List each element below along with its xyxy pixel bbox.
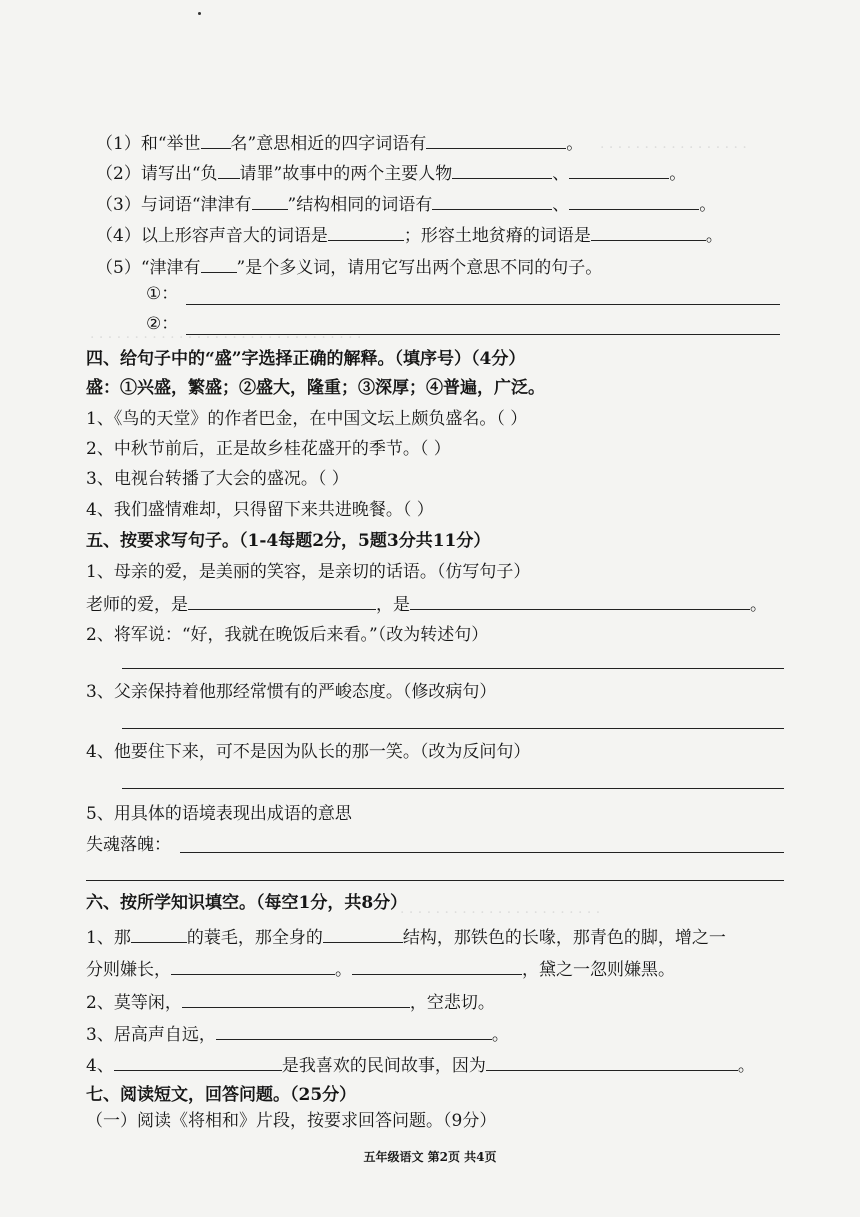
answer-blank[interactable]: [218, 162, 240, 179]
bleed-through-text: · · · · · · · · · · · · · · · · ·: [600, 140, 747, 156]
q-text: 、: [552, 164, 570, 184]
answer-blank[interactable]: [432, 193, 552, 210]
q-text: （5）“津津有: [96, 258, 201, 278]
q-text: 。: [750, 595, 767, 615]
section-6-line-2: [86, 958, 675, 981]
answer-line[interactable]: [180, 852, 784, 853]
answer-blank[interactable]: [323, 926, 403, 943]
question-3-5: [96, 256, 602, 279]
q-text: ”是个多义词，请用它写出两个意思不同的句子。: [236, 258, 603, 278]
answer-blank[interactable]: [201, 132, 231, 149]
q-text: 是我喜欢的民间故事，因为: [281, 1056, 486, 1076]
q-text: 2、莫等闲，: [86, 993, 182, 1013]
section-6-line-5: [86, 1054, 755, 1077]
q-text: 。: [705, 226, 723, 246]
section-4-title: 四、给句子中的“盛”字选择正确的解释。（填序号）（4分）: [86, 349, 526, 369]
answer-blank[interactable]: [201, 256, 237, 273]
section-5-q3: 3、父亲保持着他那经常惯有的严峻态度。（修改病句）: [86, 682, 497, 702]
section-6-line-3: [86, 991, 495, 1014]
section-7-title: 七、阅读短文，回答问题。（25分）: [86, 1085, 357, 1105]
bleed-through-text: · · · · · · · · · · · · · · · · · · · · · · · · · · · · · · ·: [90, 330, 362, 346]
answer-line[interactable]: [186, 334, 780, 335]
q-text: （2）请写出“负: [96, 164, 218, 184]
q-text: ；形容土地贫瘠的词语是: [403, 226, 591, 246]
answer-blank[interactable]: [182, 991, 410, 1008]
q-text: ”结构相同的词语有: [287, 195, 433, 215]
answer-blank[interactable]: [569, 162, 669, 179]
q-text: 请罪”故事中的两个主要人物: [239, 164, 453, 184]
section-5-q2: 2、将军说：“好，我就在晚饭后来看。”（改为转述句）: [86, 625, 489, 645]
q-text: ，空悲切。: [409, 993, 495, 1013]
answer-line[interactable]: [86, 880, 784, 881]
q-text: （1）和“举世: [96, 134, 201, 154]
q-text: 的蓑毛，那全身的: [186, 928, 323, 948]
section-6-line-1: [86, 926, 726, 949]
q-text: 。: [491, 1025, 509, 1045]
answer-blank[interactable]: [328, 224, 404, 241]
q-text: 老师的爱，是: [86, 595, 188, 615]
q-text: （4）以上形容声音大的词语是: [96, 226, 328, 246]
q-text: 结构，那铁色的长喙，那青色的脚，增之一: [402, 928, 726, 948]
q-text: 名”意思相近的四字词语有: [230, 134, 427, 154]
answer-line[interactable]: [186, 304, 780, 305]
answer-blank[interactable]: [131, 926, 187, 943]
q-text: 3、居高声自远，: [86, 1025, 216, 1045]
q-text: ，是: [376, 595, 410, 615]
section-5-q1: 1、母亲的爱，是美丽的笑容，是亲切的话语。（仿写句子）: [86, 562, 531, 582]
question-3-3: [96, 193, 716, 216]
answer-blank[interactable]: [252, 193, 288, 210]
answer-blank[interactable]: [352, 958, 522, 975]
section-5-q5-word: 失魂落魄：: [86, 835, 171, 855]
question-3-4: [96, 224, 723, 247]
q5-line-1-label: ①：: [146, 284, 179, 304]
answer-line[interactable]: [122, 788, 784, 789]
section-6-line-4: [86, 1023, 509, 1046]
answer-blank[interactable]: [591, 224, 706, 241]
answer-blank[interactable]: [569, 193, 699, 210]
section-4-item: 1、《鸟的天堂》的作者巴金，在中国文坛上颇负盛名。（ ）: [86, 409, 528, 429]
bleed-through-text: · · · · · · · · · · · · · · · · · · · · · · ·: [400, 905, 601, 921]
page-footer: 五年级语文 第2页 共4页: [363, 1150, 497, 1164]
section-7-sub: （一）阅读《将相和》片段，按要求回答问题。（9分）: [86, 1111, 497, 1131]
answer-blank[interactable]: [486, 1054, 738, 1071]
q5-line-2-label: ②：: [146, 314, 179, 334]
section-4-item: 2、中秋节前后，正是故乡桂花盛开的季节。（ ）: [86, 439, 451, 459]
answer-blank[interactable]: [114, 1054, 282, 1071]
section-6-title: 六、按所学知识填空。（每空1分，共8分）: [86, 893, 408, 913]
q-text: （3）与词语“津津有: [96, 195, 252, 215]
answer-blank[interactable]: [426, 132, 566, 149]
q-text: 。: [566, 134, 584, 154]
answer-line[interactable]: [122, 668, 784, 669]
question-3-1: [96, 132, 583, 155]
q-text: 。: [669, 164, 687, 184]
section-5-q1-fill: [86, 593, 767, 616]
question-3-2: [96, 162, 686, 185]
q-text: ，黛之一忽则嫌黑。: [522, 960, 675, 980]
answer-blank[interactable]: [216, 1023, 492, 1040]
answer-line[interactable]: [122, 728, 784, 729]
answer-blank[interactable]: [188, 593, 376, 610]
q-text: 。: [699, 195, 717, 215]
section-4-item: 3、电视台转播了大会的盛况。（ ）: [86, 469, 349, 489]
answer-blank[interactable]: [452, 162, 552, 179]
q-text: 4、: [86, 1056, 114, 1076]
section-4-item: 4、我们盛情难却，只得留下来共进晚餐。（ ）: [86, 500, 434, 520]
q-text: 、: [552, 195, 570, 215]
answer-blank[interactable]: [410, 593, 750, 610]
answer-blank[interactable]: [171, 958, 335, 975]
q-text: 。: [335, 960, 352, 980]
q-text: 。: [737, 1056, 755, 1076]
q-text: 1、那: [86, 928, 131, 948]
section-4-meanings: 盛：①兴盛，繁盛；②盛大，隆重；③深厚；④普遍，广泛。: [86, 378, 545, 398]
scan-speck: [198, 12, 201, 15]
section-5-q4: 4、他要住下来，可不是因为队长的那一笑。（改为反问句）: [86, 742, 531, 762]
q-text: 分则嫌长，: [86, 960, 171, 980]
section-5-q5: 5、用具体的语境表现出成语的意思: [86, 804, 352, 824]
section-5-title: 五、按要求写句子。（1-4每题2分，5题3分共11分）: [86, 531, 491, 551]
